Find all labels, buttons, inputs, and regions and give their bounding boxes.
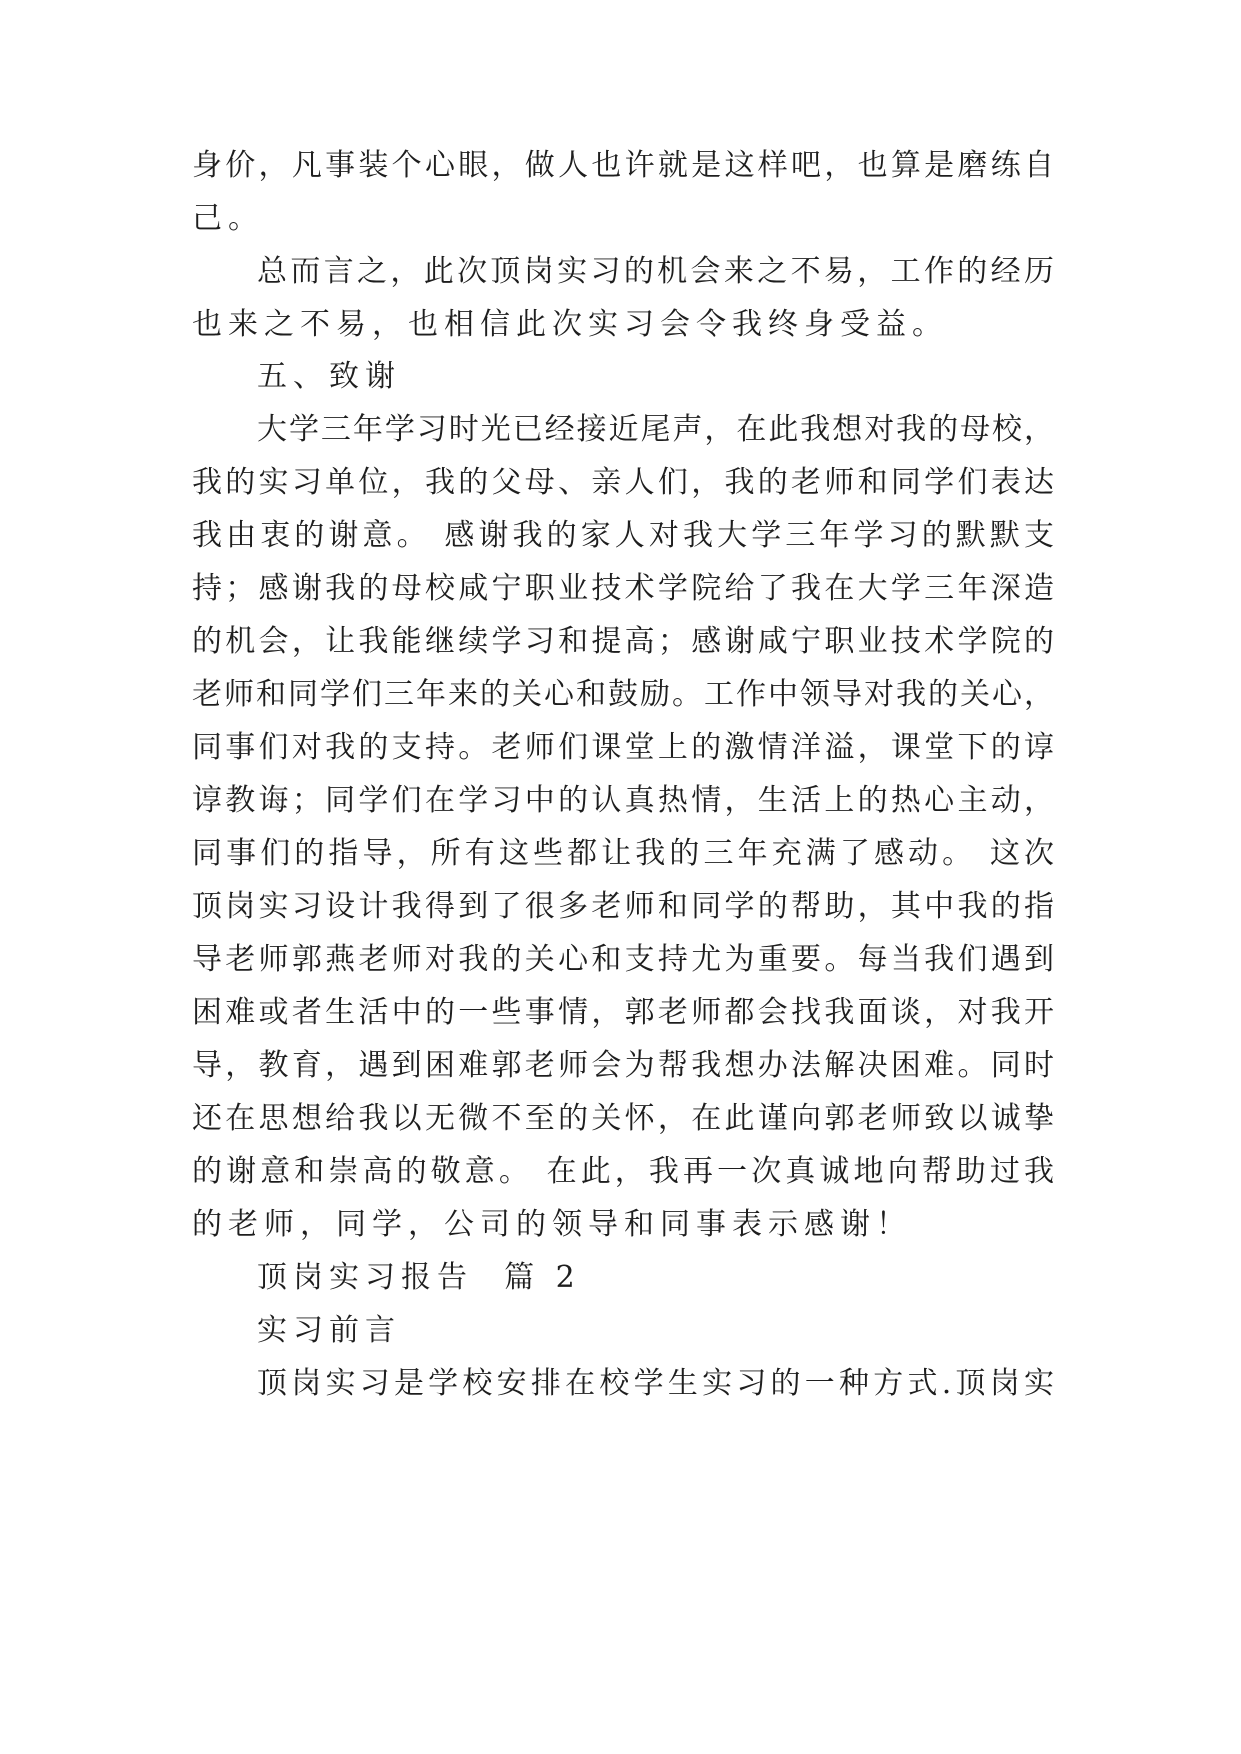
text-line-10: 的机会，让我能继续学习和提高；感谢咸宁职业技术学院的 — [192, 624, 1054, 659]
text-line-12: 同事们对我的支持。老师们课堂上的激情洋溢，课堂下的谆 — [192, 730, 1054, 765]
text-line-7: 我的实习单位，我的父母、亲人们，我的老师和同学们表达 — [192, 465, 1054, 500]
text-line-17: 困难或者生活中的一些事情，郭老师都会找我面谈，对我开 — [192, 995, 1054, 1030]
text-line-6: 大学三年学习时光已经接近尾声，在此我想对我的母校， — [257, 412, 1054, 447]
text-line-8: 我由衷的谢意。 感谢我的家人对我大学三年学习的默默支 — [192, 518, 1054, 553]
text-line-20: 的谢意和崇高的敬意。 在此，我再一次真诚地向帮助过我 — [192, 1154, 1054, 1189]
text-line-3: 总而言之，此次顶岗实习的机会来之不易，工作的经历 — [257, 254, 1054, 289]
text-line-19: 还在思想给我以无微不至的关怀，在此谨向郭老师致以诚挚 — [192, 1101, 1054, 1136]
text-line-2: 己。 — [192, 201, 264, 236]
section-heading-preface: 实习前言 — [257, 1313, 401, 1348]
text-line-18: 导，教育，遇到困难郭老师会为帮我想办法解决困难。同时 — [192, 1048, 1054, 1083]
text-line-24: 顶岗实习是学校安排在校学生实习的一种方式.顶岗实 — [257, 1366, 1054, 1401]
text-line-1: 身价，凡事装个心眼，做人也许就是这样吧，也算是磨练自 — [192, 148, 1054, 183]
section-heading-report-2: 顶岗实习报告 篇 2 — [257, 1260, 581, 1295]
text-line-21: 的老师，同学，公司的领导和同事表示感谢！ — [192, 1207, 912, 1242]
text-line-9: 持；感谢我的母校咸宁职业技术学院给了我在大学三年深造 — [192, 571, 1054, 606]
text-line-16: 导老师郭燕老师对我的关心和支持尤为重要。每当我们遇到 — [192, 942, 1054, 977]
text-line-4: 也来之不易，也相信此次实习会令我终身受益。 — [192, 307, 948, 342]
text-line-11: 老师和同学们三年来的关心和鼓励。工作中领导对我的关心， — [192, 677, 1054, 712]
text-line-15: 顶岗实习设计我得到了很多老师和同学的帮助，其中我的指 — [192, 889, 1054, 924]
section-heading-acknowledgement: 五、致谢 — [257, 359, 401, 394]
text-line-14: 同事们的指导，所有这些都让我的三年充满了感动。 这次 — [192, 836, 1054, 871]
text-line-13: 谆教诲；同学们在学习中的认真热情，生活上的热心主动， — [192, 783, 1054, 818]
